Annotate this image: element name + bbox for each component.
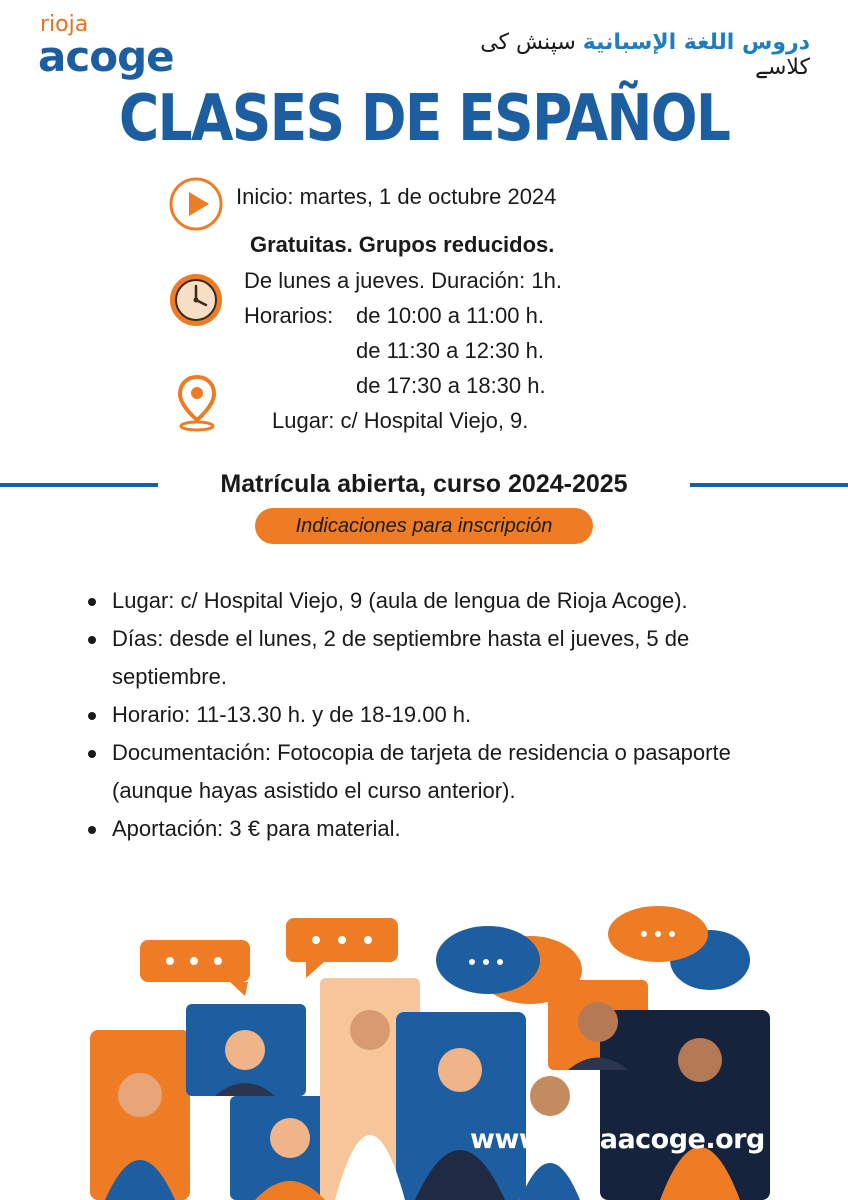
days-duration: De lunes a jueves. Duración: 1h. [244,268,562,293]
list-item: Aportación: 3 € para material. [86,810,786,848]
header-multilingual [440,30,810,80]
free-notice: Gratuitas. Grupos reducidos. [250,232,555,257]
speech-bubble-icon [140,940,250,996]
header-arabic: دروس اللغة الإسبانية [582,30,810,55]
video-call-illustration [80,900,770,1200]
play-icon [168,176,224,232]
enrollment-list [86,582,786,848]
start-date: Inicio: martes, 1 de octubre 2024 [236,184,557,209]
location-pin-icon [176,374,218,432]
page-title: CLASES DE ESPAÑOL [118,82,730,156]
list-item: Horario: 11-13.30 h. y de 18-19.00 h. [86,696,786,734]
list-item: Documentación: Fotocopia de tarjeta de residencia o pasaporte (aunque hayas asistido el curso anterior). [86,734,786,810]
list-item: Días: desde el lunes, 2 de septiembre hasta el jueves, 5 de septiembre. [86,620,786,696]
schedule-slot: de 17:30 a 18:30 h. [356,373,546,398]
speech-bubble-icon [608,906,750,990]
schedule-slot: de 11:30 a 12:30 h. [356,338,544,363]
place: Lugar: c/ Hospital Viejo, 9. [272,408,529,433]
list-item: Lugar: c/ Hospital Viejo, 9 (aula de lengua de Rioja Acoge). [86,582,786,620]
schedule-slot: de 10:00 a 11:00 h. [356,303,544,328]
speech-bubble-icon [286,918,398,978]
enrollment-title: Matrícula abierta, curso 2024-2025 [220,470,628,498]
logo-rioja: rioja [40,12,89,37]
schedule-label: Horarios: [244,303,334,328]
registration-instructions-badge: Indicaciones para inscripción [255,508,593,544]
clock-icon [168,272,224,328]
header-urdu: سپنش کی کلاسے [480,30,810,80]
logo-acoge: acoge [38,32,174,81]
website-link[interactable]: www.riojaacoge.org [470,1124,765,1155]
